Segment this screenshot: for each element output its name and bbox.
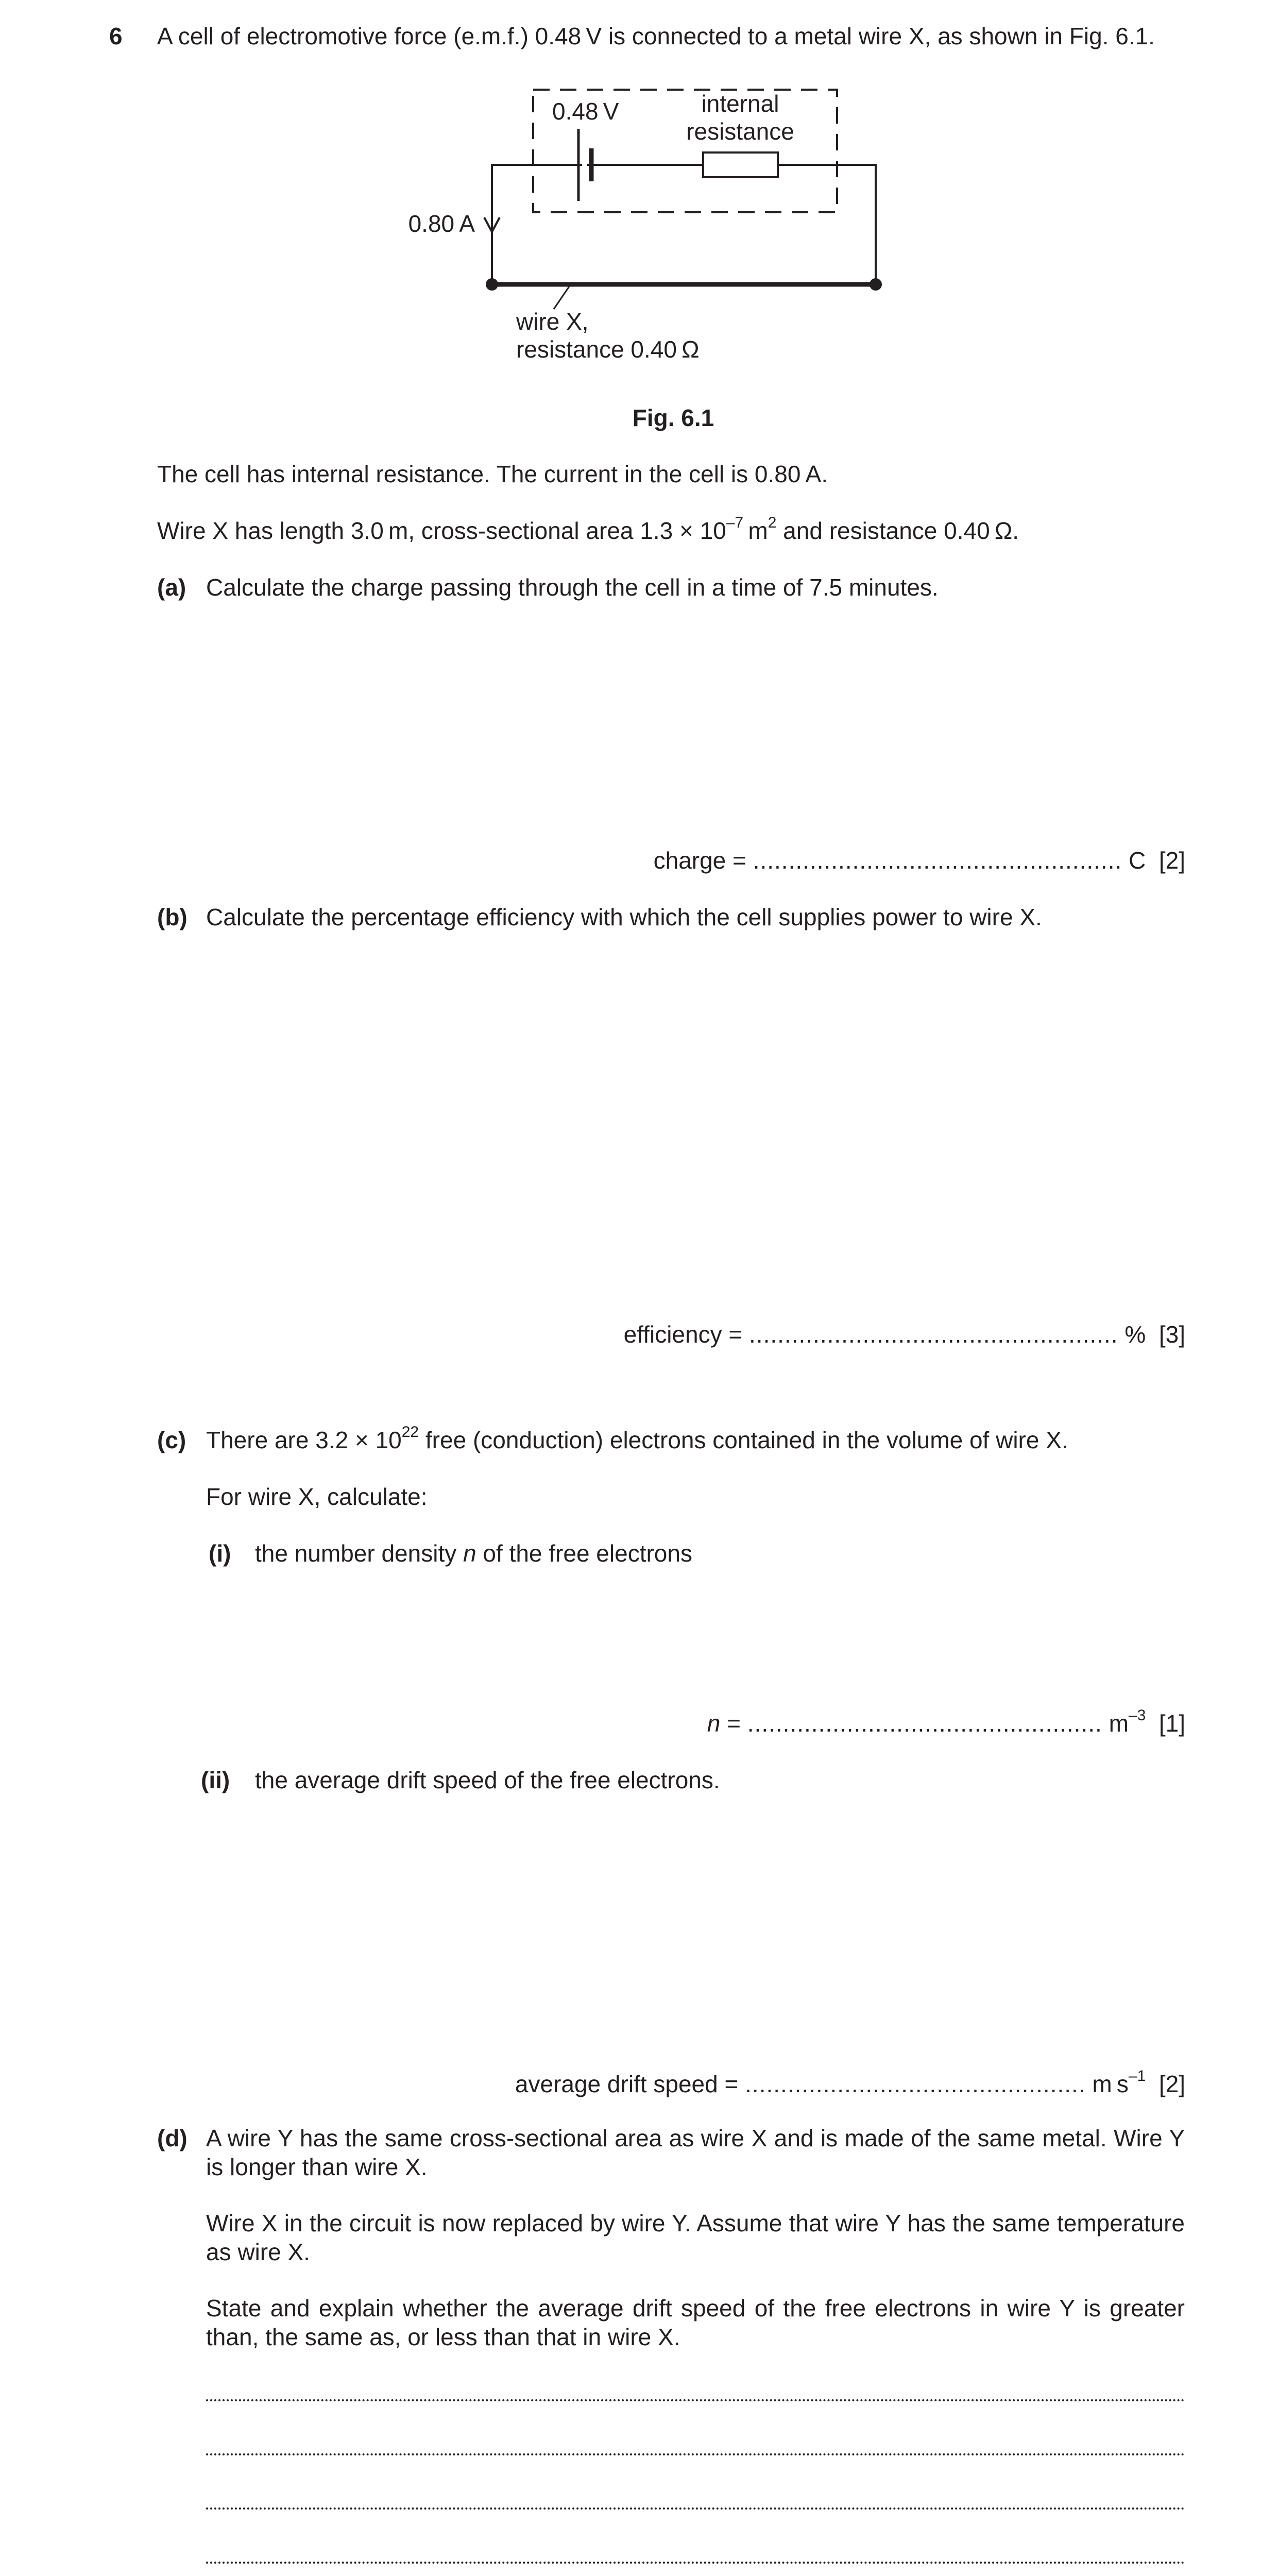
answer-writing-line[interactable]	[206, 2507, 1185, 2510]
part-c-sub-intro: For wire X, calculate:	[206, 1483, 428, 1510]
stem-text-2-pre: Wire X has length 3.0 m, cross-sectional area 1.3 × 10	[157, 517, 726, 544]
part-c-exp: 22	[401, 1423, 419, 1440]
circuit-wire	[492, 165, 582, 284]
part-d-paragraph-1: A wire Y has the same cross-sectional area as wire X and is made of the same metal. Wire Y is longer than wire X.	[206, 2125, 1185, 2180]
part-c-ii-question: the average drift speed of the free electrons.	[255, 1767, 720, 1793]
part-c-i-question	[255, 1539, 692, 1568]
answer-writing-line[interactable]	[206, 2399, 1185, 2401]
part-a-marks: [2]	[1158, 847, 1185, 874]
part-c-label: (c)	[157, 1427, 186, 1453]
part-c-ii-answer-label: average drift speed =	[515, 2071, 745, 2097]
part-c-ii-answer-dots: ................................................	[745, 2071, 1086, 2097]
part-c-ii-unit: m s	[1092, 2071, 1129, 2097]
internal-resistor	[703, 152, 778, 177]
stem-text-2	[157, 516, 1019, 545]
junction-dot	[486, 278, 498, 291]
junction-dot	[870, 278, 882, 291]
part-d-label: (d)	[157, 2125, 188, 2151]
part-c-i-text-pre: the number density	[255, 1540, 464, 1567]
part-c-question	[206, 1423, 1068, 1454]
figure-caption: Fig. 6.1	[632, 404, 714, 431]
internal-label-line1: internal	[701, 90, 779, 117]
part-c-i-answer-var: n	[707, 1710, 721, 1737]
part-c-ii-answer-line[interactable]	[515, 2067, 1185, 2098]
part-c-ii-label: (ii)	[201, 1767, 230, 1793]
stem-exp-2: 2	[768, 514, 777, 531]
part-a-answer-dots: ....................................................	[753, 847, 1122, 874]
circuit-wire	[778, 165, 876, 284]
part-b-question: Calculate the percentage efficiency with which the cell supplies power to wire X.	[206, 904, 1042, 930]
part-a-question: Calculate the charge passing through the cell in a time of 7.5 minutes.	[206, 574, 939, 601]
wire-x-label-line1: wire X,	[516, 308, 589, 335]
part-c-i-answer-line[interactable]	[707, 1706, 1185, 1738]
part-c-text-pre: There are 3.2 × 10	[206, 1427, 402, 1453]
part-b-marks: [3]	[1158, 1321, 1185, 1348]
part-c-i-text-post: of the free electrons	[476, 1540, 692, 1567]
part-a-unit: C	[1129, 847, 1146, 874]
wire-x-leader	[554, 286, 569, 309]
internal-label-line2: resistance	[686, 118, 794, 145]
part-b-answer-dots: ....................................................	[749, 1321, 1118, 1348]
answer-writing-line[interactable]	[206, 2562, 1185, 2564]
circuit-diagram	[0, 77, 1278, 448]
stem-text-2-mid: m	[743, 517, 768, 544]
part-c-i-unit: m	[1109, 1710, 1129, 1737]
part-c-i-variable: n	[463, 1540, 476, 1567]
part-b-label: (b)	[157, 904, 188, 930]
part-a-answer-line[interactable]	[654, 846, 1185, 875]
answer-writing-line[interactable]	[206, 2453, 1185, 2455]
current-label: 0.80 A	[408, 210, 475, 237]
stem-text-2-post: and resistance 0.40 Ω.	[776, 517, 1019, 544]
part-c-ii-unit-exp: –1	[1128, 2067, 1146, 2084]
part-d-paragraph-3: State and explain whether the average drift speed of the free electrons in wire Y is greater than, the same as, or less than that in wire X.	[206, 2295, 1185, 2350]
part-c-i-answer-eq: =	[720, 1710, 747, 1737]
part-a-label: (a)	[157, 574, 186, 601]
question-intro: A cell of electromotive force (e.m.f.) 0.48 V is connected to a metal wire X, as shown in Fig. 6.1.	[157, 23, 1155, 49]
part-b-answer-label: efficiency =	[623, 1321, 749, 1348]
stem-exp-1: –7	[726, 514, 744, 531]
stem-text-1: The cell has internal resistance. The current in the cell is 0.80 A.	[157, 461, 828, 487]
part-c-ii-marks: [2]	[1158, 2071, 1185, 2097]
part-c-i-marks: [1]	[1158, 1710, 1185, 1737]
part-a-answer-label: charge =	[653, 847, 753, 874]
wire-x-label-line2: resistance 0.40 Ω	[516, 336, 700, 363]
part-c-i-label: (i)	[209, 1540, 231, 1567]
part-c-text-post: free (conduction) electrons contained in the volume of wire X.	[419, 1427, 1068, 1453]
part-d-paragraph-2: Wire X in the circuit is now replaced by wire Y. Assume that wire Y has the same temperature as wire X.	[206, 2210, 1185, 2265]
question-number: 6	[109, 23, 123, 49]
emf-label: 0.48 V	[552, 98, 619, 125]
part-b-unit: %	[1124, 1321, 1146, 1348]
part-c-i-unit-exp: –3	[1128, 1706, 1146, 1724]
part-c-i-answer-dots: ..................................................	[747, 1710, 1102, 1737]
part-b-answer-line[interactable]	[624, 1320, 1185, 1349]
